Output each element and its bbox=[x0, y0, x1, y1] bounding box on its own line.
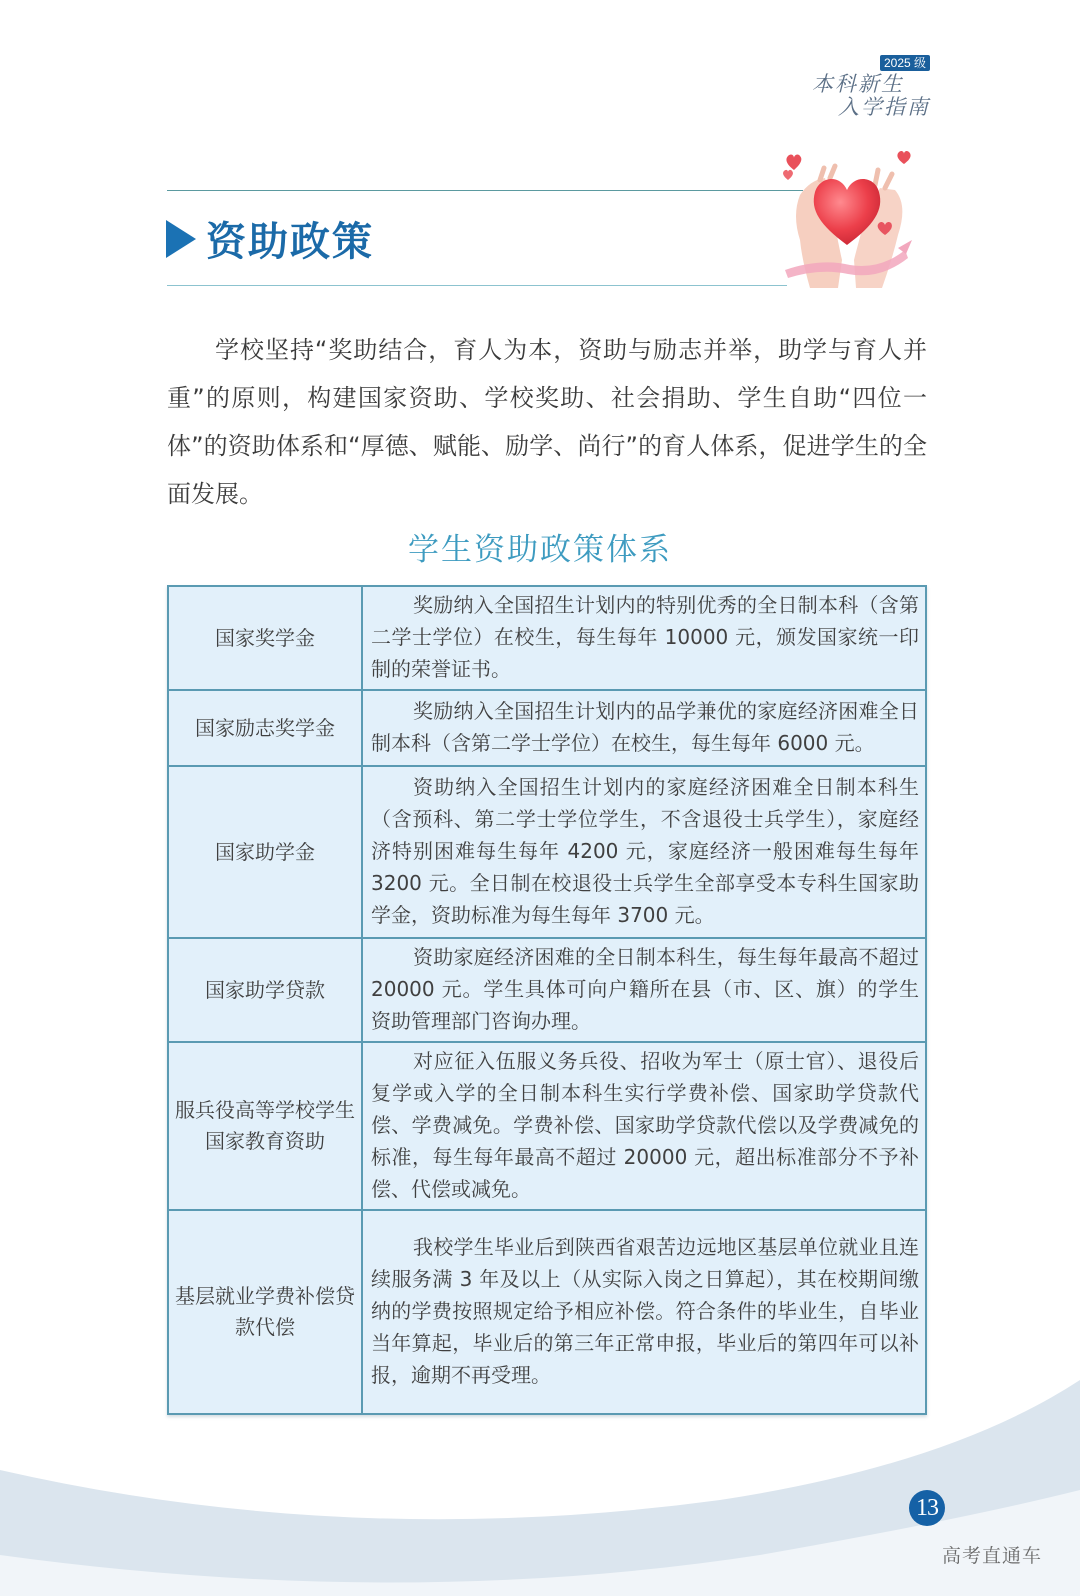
policy-description: 资助纳入全国招生计划内的家庭经济困难全日制本科生（含预科、第二学士学位学生，不含退役士兵学生），家庭经济特别困难每生每年 4200 元，家庭经济一般困难每生每年 3200 元。全日制在校退役士兵学生全部享受本专科生国家助学金，资助标准为每生每年 3700 元。 bbox=[362, 766, 926, 938]
guide-badge bbox=[790, 52, 930, 119]
policy-name: 国家助学贷款 bbox=[168, 938, 362, 1042]
table-row bbox=[168, 586, 926, 690]
policy-description: 对应征入伍服义务兵役、招收为军士（原士官）、退役后复学或入学的全日制本科生实行学费补偿、国家助学贷款代偿、学费减免。学费补偿、国家助学贷款代偿以及学费减免的标准，每生每年最高不超过 20000 元，超出标准部分不予补偿、代偿或减免。 bbox=[362, 1042, 926, 1210]
table-row bbox=[168, 1042, 926, 1210]
guide-title-line2: 入学指南 bbox=[838, 95, 930, 119]
intro-paragraph: 学校坚持“奖助结合，育人为本，资助与励志并举，助学与育人并重”的原则，构建国家资助、学校奖助、社会捐助、学生自助“四位一体”的资助体系和“厚德、赋能、励学、尚行”的育人体系，促进学生的全面发展。 bbox=[167, 336, 927, 508]
policy-description: 奖励纳入全国招生计划内的特别优秀的全日制本科（含第二学士学位）在校生，每生每年 10000 元，颁发国家统一印制的荣誉证书。 bbox=[362, 586, 926, 690]
title-rule-bottom bbox=[167, 285, 787, 286]
footer-wave-decoration bbox=[0, 1380, 1080, 1596]
table-caption: 学生资助政策体系 bbox=[408, 532, 672, 568]
watermark: 高考直通车 bbox=[942, 1545, 1043, 1567]
policy-table bbox=[167, 585, 927, 1415]
policy-description: 奖励纳入全国招生计划内的品学兼优的家庭经济困难全日制本科（含第二学士学位）在校生，每生每年 6000 元。 bbox=[362, 690, 926, 766]
table-row bbox=[168, 938, 926, 1042]
policy-name: 国家助学金 bbox=[168, 766, 362, 938]
page-title: 资助政策 bbox=[206, 219, 374, 265]
guide-title bbox=[790, 73, 930, 119]
year-tag: 2025 级 bbox=[880, 55, 930, 71]
page-number-badge: 13 bbox=[909, 1490, 945, 1526]
policy-description: 资助家庭经济困难的全日制本科生，每生每年最高不超过 20000 元。学生具体可向户籍所在县（市、区、旗）的学生资助管理部门咨询办理。 bbox=[362, 938, 926, 1042]
title-rule-top bbox=[167, 190, 803, 191]
policy-name: 服兵役高等学校学生国家教育资助 bbox=[168, 1042, 362, 1210]
hands-holding-heart-icon bbox=[780, 140, 915, 288]
section-title bbox=[166, 210, 374, 267]
policy-name: 国家励志奖学金 bbox=[168, 690, 362, 766]
triangle-right-icon bbox=[166, 220, 196, 258]
guide-title-line1: 本科新生 bbox=[812, 72, 904, 96]
policy-name: 国家奖学金 bbox=[168, 586, 362, 690]
policy-description: 我校学生毕业后到陕西省艰苦边远地区基层单位就业且连续服务满 3 年及以上（从实际入岗之日算起），其在校期间缴纳的学费按照规定给予相应补偿。符合条件的毕业生，自毕业当年算起，毕业后的第三年正常申报，毕业后的第四年可以补报，逾期不再受理。 bbox=[362, 1210, 926, 1414]
table-row bbox=[168, 690, 926, 766]
policy-name: 基层就业学费补偿贷款代偿 bbox=[168, 1210, 362, 1414]
table-row bbox=[168, 766, 926, 938]
